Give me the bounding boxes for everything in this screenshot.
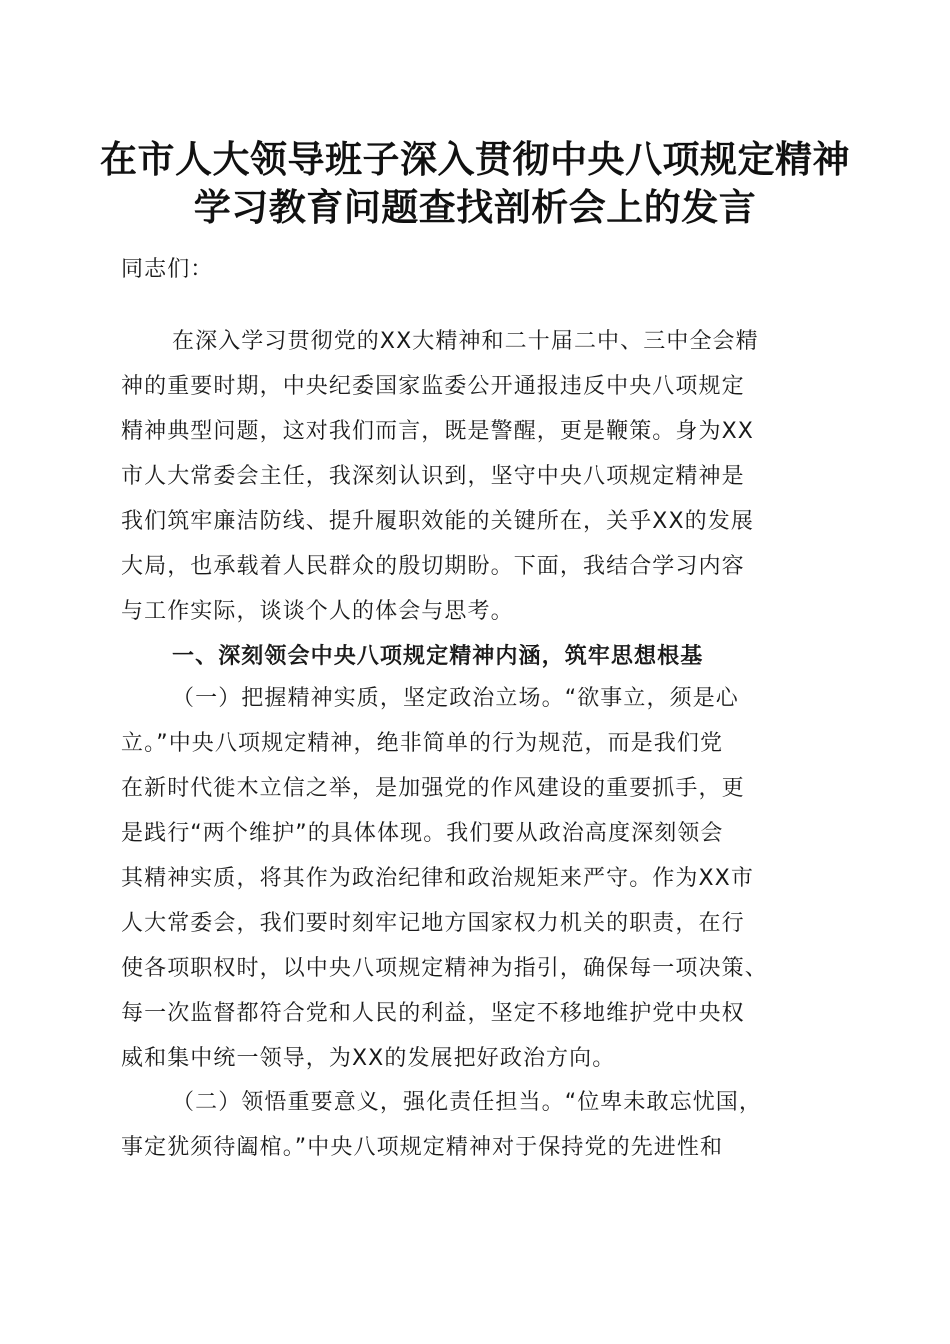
paragraph-line: 是践行“两个维护”的具体体现。我们要从政治高度深刻领会: [121, 821, 724, 846]
section-heading: 一、深刻领会中央八项规定精神内涵，筑牢思想根基: [172, 644, 704, 669]
document-title-line-2: 学习教育问题查找剖析会上的发言: [193, 185, 757, 229]
paragraph-line: 每一次监督都符合党和人民的利益，坚定不移地维护党中央权: [121, 1001, 745, 1026]
paragraph-line: 精神典型问题，这对我们而言，既是警醒，更是鞭策。身为XX: [121, 419, 754, 444]
paragraph-line: 神的重要时期，中央纪委国家监委公开通报违反中央八项规定: [121, 374, 745, 399]
paragraph-line: 事定犹须待阖棺。”中央八项规定精神对于保持党的先进性和: [121, 1135, 724, 1160]
paragraph-line: 在新时代徙木立信之举，是加强党的作风建设的重要抓手，更: [121, 776, 745, 801]
paragraph-line: 在深入学习贯彻党的XX大精神和二十届二中、三中全会精: [172, 329, 759, 354]
salutation: 同志们：: [121, 257, 214, 282]
paragraph-line: 使各项职权时，以中央八项规定精神为指引，确保每一项决策、: [121, 956, 768, 981]
paragraph-line: 大局，也承载着人民群众的殷切期盼。下面，我结合学习内容: [121, 554, 745, 579]
document-title-line-1: 在市人大领导班子深入贯彻中央八项规定精神: [100, 137, 850, 181]
paragraph-line: 市人大常委会主任，我深刻认识到，坚守中央八项规定精神是: [121, 464, 745, 489]
paragraph-line: 立。”中央八项规定精神，绝非简单的行为规范，而是我们党: [121, 731, 724, 756]
paragraph-line: （二）领悟重要意义，强化责任担当。“位卑未敢忘忧国，: [172, 1090, 762, 1115]
paragraph-line: 与工作实际，谈谈个人的体会与思考。: [121, 599, 514, 624]
paragraph-line: 我们筑牢廉洁防线、提升履职效能的关键所在，关乎XX的发展: [121, 509, 754, 534]
paragraph-line: 人大常委会，我们要时刻牢记地方国家权力机关的职责，在行: [121, 911, 745, 936]
paragraph-line: 其精神实质，将其作为政治纪律和政治规矩来严守。作为XX市: [121, 866, 754, 891]
paragraph-line: （一）把握精神实质，坚定政治立场。“欲事立，须是心: [172, 686, 739, 711]
paragraph-line: 威和集中统一领导，为XX的发展把好政治方向。: [121, 1046, 616, 1071]
